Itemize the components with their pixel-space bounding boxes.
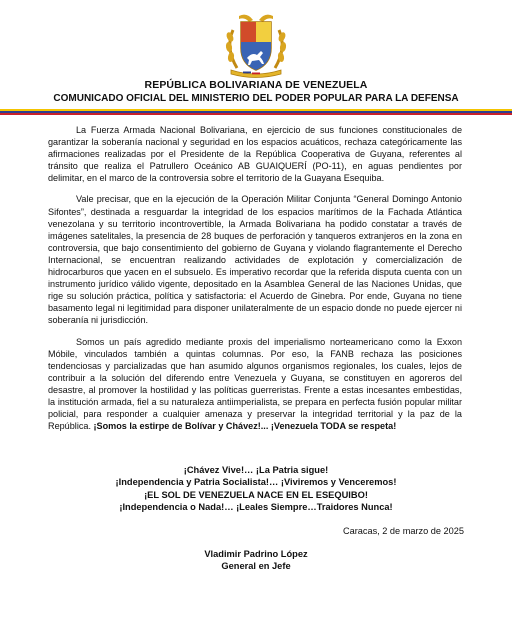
venezuela-coat-of-arms-icon bbox=[219, 10, 293, 78]
closing-slogans bbox=[40, 464, 472, 514]
paragraph-3 bbox=[48, 336, 462, 433]
country-heading: REPÚBLICA BOLIVARIANA DE VENEZUELA bbox=[144, 79, 368, 91]
slogan-line: ¡EL SOL DE VENEZUELA NACE EN EL ESEQUIBO! bbox=[144, 489, 368, 500]
signature-block bbox=[0, 548, 512, 573]
signatory-title: General en Jefe bbox=[221, 561, 291, 572]
paragraph-2: Vale precisar, que en la ejecución de la Operación Militar Conjunta “General Domingo Antonio Sifontes”, destinada a resguardar la integridad de los espacios marítimos de la Fachada Atlántica venezolana y su territorio incontrovertible, la Armada Bolivariana ha podido constatar a través de imágenes satelitales, la presencia de 28 buques de perforación y tanqueros extranjeros en la zona en controversia, que bajo consentimiento del gobierno de Guyana y violando flagrantemente el Derecho Internacional, se encuentran realizando actividades de explotación y comercialización de hidrocarburos que yacen en el subsuelo. Es imperativo recordar que la referida disputa cuenta con un instrumento jurídico válido vigente, depositado en la Asamblea General de las Naciones Unidas, que rige su solución práctica, política y satisfactoria: el Acuerdo de Ginebra. Por ende, Guyana no tiene basamento legal ni legitimidad para disponer unilateralmente de un espacio donde no puede ejercer ni soberanía ni jurisdicción. bbox=[48, 194, 462, 326]
slogan-line: ¡Independencia y Patria Socialista!… ¡Viviremos y Venceremos! bbox=[115, 477, 397, 488]
paragraph-1: La Fuerza Armada Nacional Bolivariana, en ejercicio de sus funciones constitucionales de garantizar la soberanía nacional y seguridad en los espacios acuáticos, rechaza categóricamente las afirmaciones realizadas por el Presidente de la República Cooperativa de Guyana, referentes al tránsito que realiza el Patrullero Oceánico AB GUAIQUERÍ (PO-11), en aguas pendientes por delimitar, en el marco de la controversia sobre el territorio de la Guayana Esequiba. bbox=[48, 125, 462, 184]
communique-heading: COMUNICADO OFICIAL DEL MINISTERIO DEL PODER POPULAR PARA LA DEFENSA bbox=[53, 93, 459, 104]
paragraph-3-text: Somos un país agredido mediante proxis del imperialismo norteamericano como la Exxon Móbile, vinculados también a quintas columnas. Por eso, la FANB rechaza las posiciones tendenciosas y parcializadas que han asumido algunos organismos regionales, los cuales, lejos de contribuir a la solución del diferendo entre Venezuela y Guyana, se constituyen en agoreros del desastre, al promover la hostilidad y las políticas guerreristas. Frente a estas incesantes embestidas, la institución armada, fiel a su naturaleza antiimperialista, se prepara en perfecta fusión popular militar policial, para responder a cualquier amenaza y preservar la integridad territorial y la paz de la República. bbox=[48, 336, 462, 432]
slogan-line: ¡Independencia o Nada!… ¡Leales Siempre…Traidores Nunca! bbox=[119, 502, 393, 513]
communique-body bbox=[48, 124, 462, 441]
place-and-date: Caracas, 2 de marzo de 2025 bbox=[342, 526, 464, 536]
tricolor-red-band bbox=[0, 113, 512, 115]
slogan-line: ¡Chávez Vive!… ¡La Patria sigue! bbox=[183, 465, 329, 475]
tricolor-divider bbox=[0, 109, 512, 115]
signatory-name: Vladimir Padrino López bbox=[204, 549, 308, 559]
paragraph-3-bold-slogan: ¡Somos la estirpe de Bolívar y Chávez!... ¡Venezuela TODA se respeta! bbox=[93, 421, 397, 432]
